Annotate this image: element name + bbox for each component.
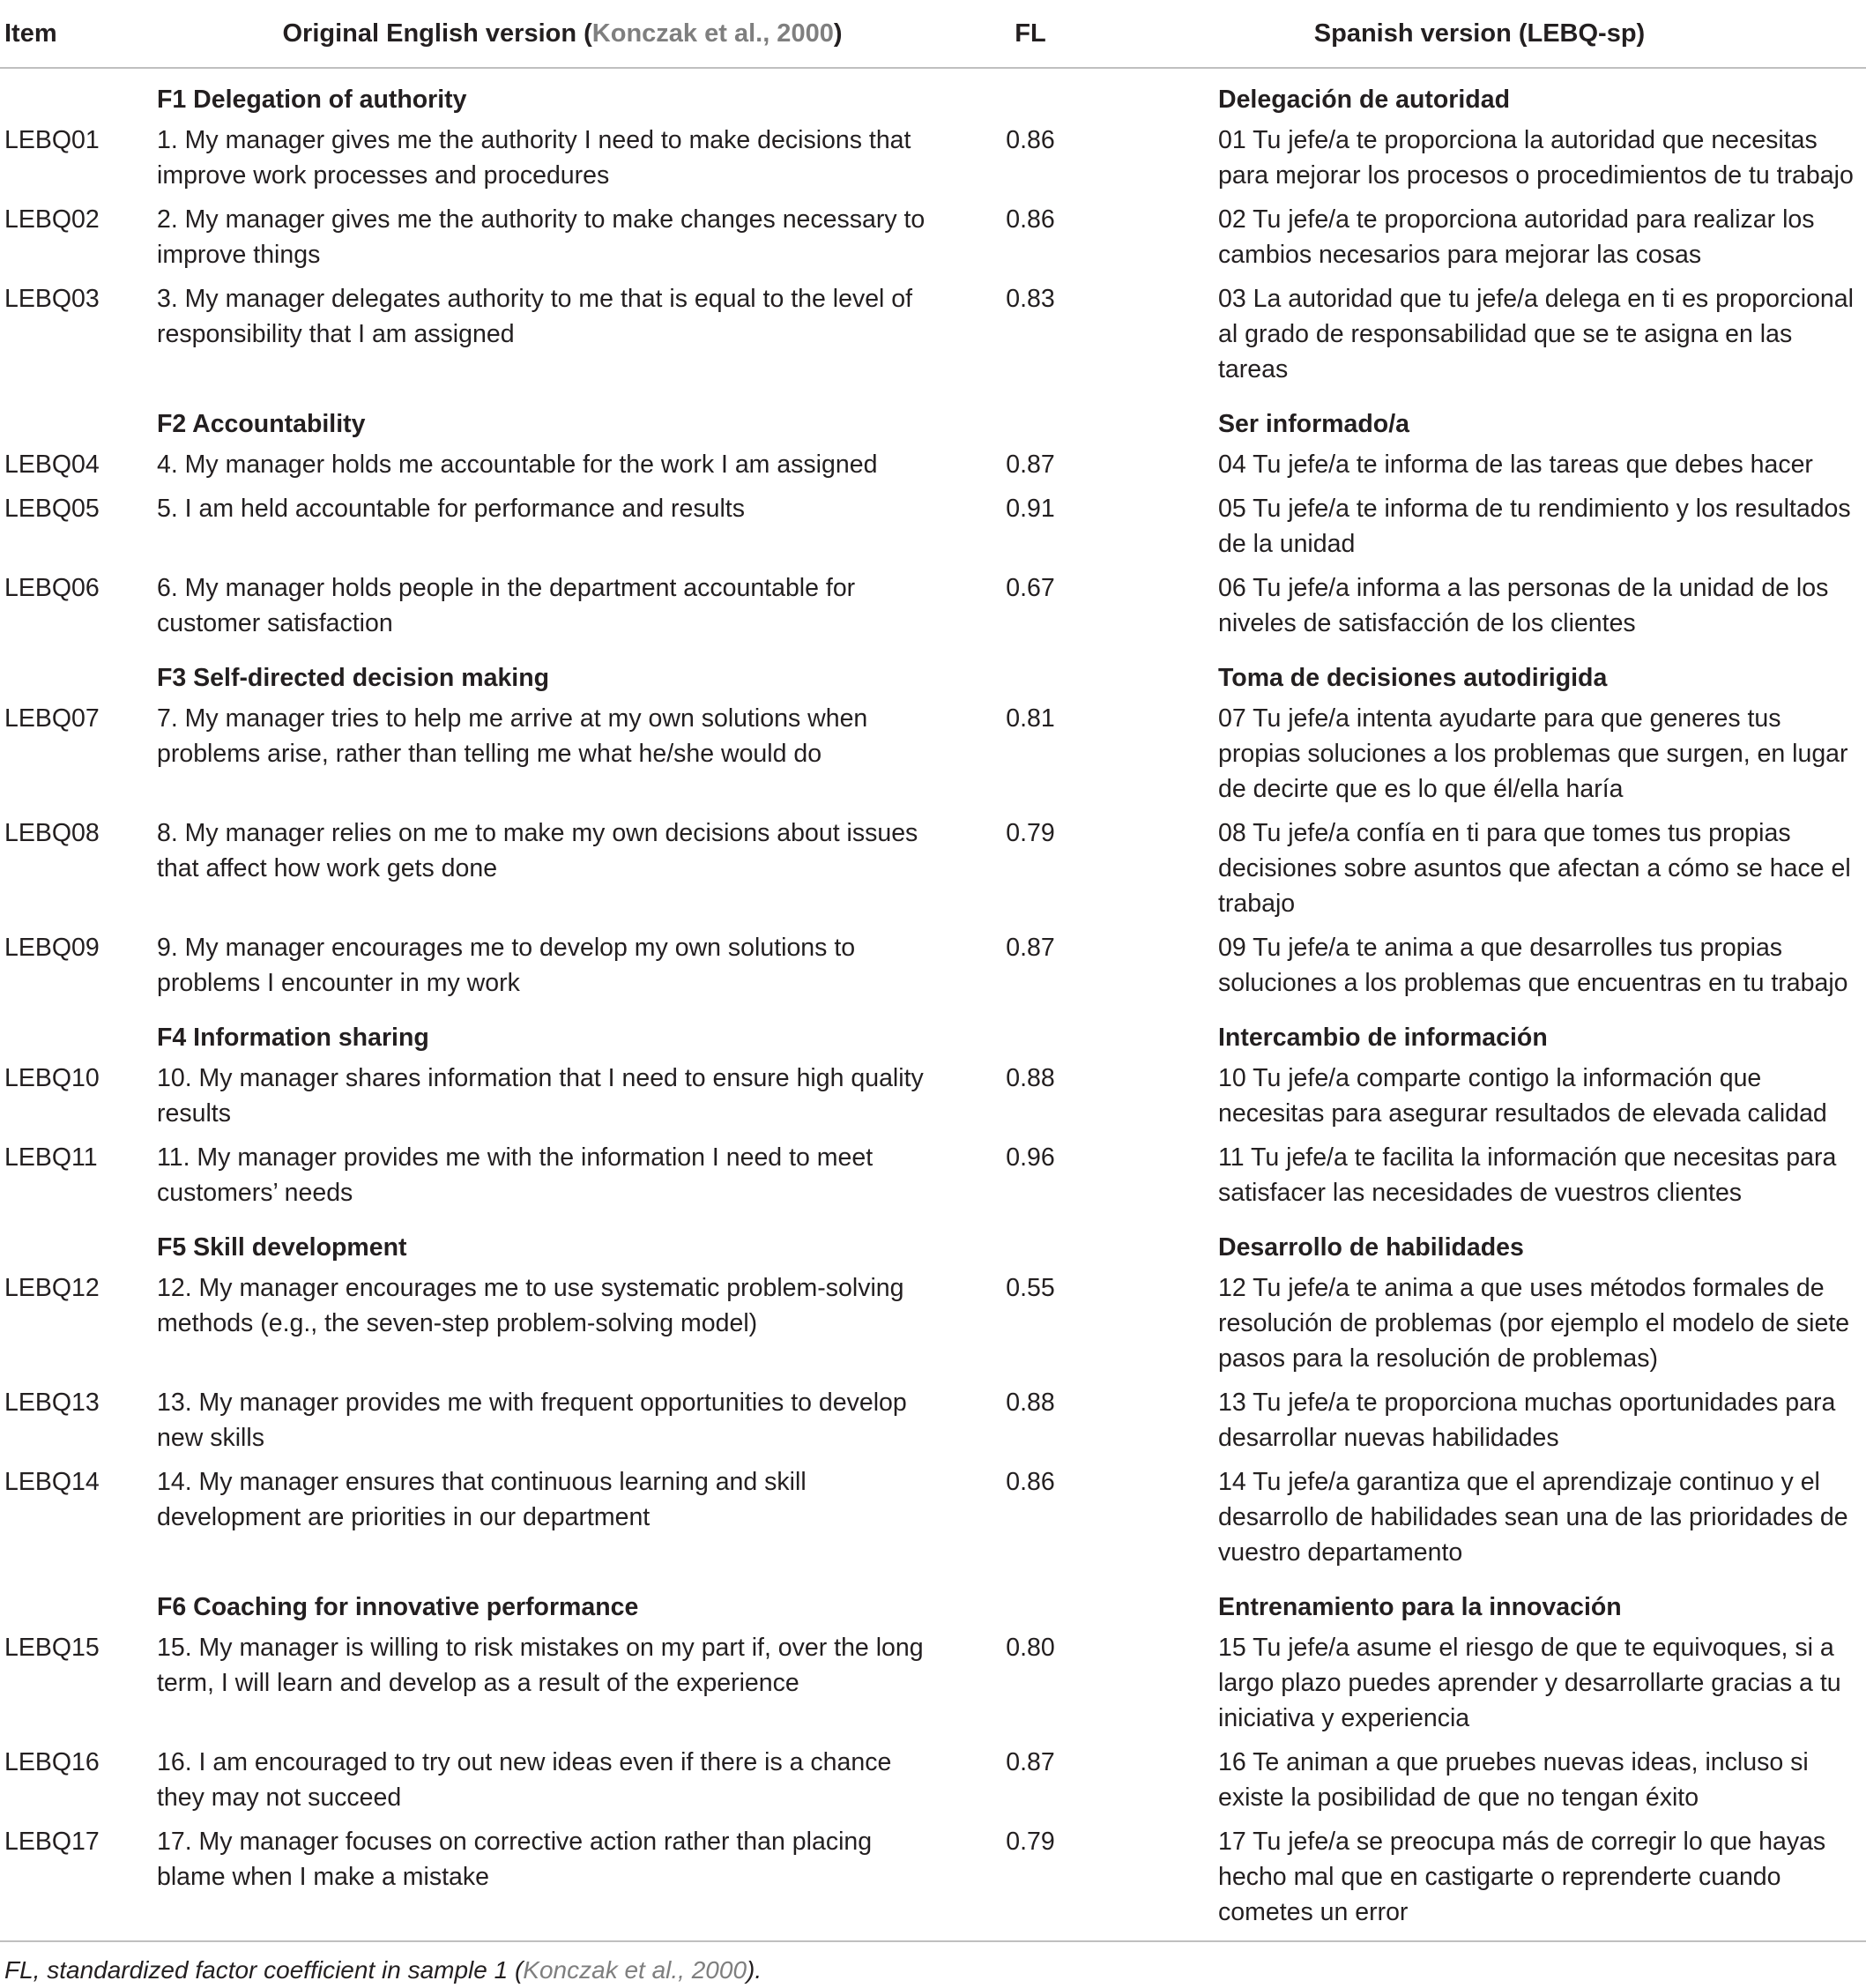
item-english-text: 12. My manager encourages me to use systematic problem-solving methods (e.g., the seven-step problem-solving model) — [157, 1274, 904, 1337]
table-row — [0, 199, 1866, 279]
item-spanish-text: 12 Tu jefe/a te anima a que uses métodos formales de resolución de problemas (por ejemplo el modelo de siete pasos para la resolución de problemas) — [1218, 1274, 1850, 1373]
item-spanish-text: 09 Tu jefe/a te anima a que desarrolles tus propias soluciones a los problemas que encuentras en tu trabajo — [1218, 934, 1848, 997]
item-spanish-text: 05 Tu jefe/a te informa de tu rendimiento y los resultados de la unidad — [1218, 495, 1851, 558]
group-item-cell — [0, 1576, 157, 1627]
item-id: LEBQ08 — [4, 819, 100, 847]
item-english-text: 16. I am encouraged to try out new ideas even if there is a chance they may not succeed — [157, 1748, 892, 1812]
item-id: LEBQ04 — [4, 450, 100, 479]
table-row — [0, 1268, 1866, 1382]
table-row — [0, 279, 1866, 393]
item-english-text: 10. My manager shares information that I need to ensure high quality results — [157, 1064, 924, 1128]
item-english-text: 2. My manager gives me the authority to make changes necessary to improve things — [157, 205, 926, 269]
item-factor-loading: 0.91 — [1006, 495, 1055, 523]
factor-group-row — [0, 647, 1866, 698]
factor-title-en: F3 Self-directed decision making — [157, 664, 550, 692]
item-factor-loading: 0.86 — [1006, 126, 1055, 154]
table-row — [0, 1627, 1866, 1742]
table-row — [0, 1821, 1866, 1940]
group-fl-cell — [968, 647, 1093, 698]
item-spanish-text: 08 Tu jefe/a confía en ti para que tomes tus propias decisiones sobre asuntos que afectan a cómo se hace el trabajo — [1218, 819, 1851, 918]
item-spanish-text: 11 Tu jefe/a te facilita la información que necesitas para satisfacer las necesidades de vuestros clientes — [1218, 1143, 1837, 1207]
item-id: LEBQ17 — [4, 1828, 100, 1856]
item-id: LEBQ15 — [4, 1634, 100, 1662]
item-english-text: 11. My manager provides me with the information I need to meet customers’ needs — [157, 1143, 874, 1207]
item-id: LEBQ13 — [4, 1389, 100, 1417]
item-factor-loading: 0.67 — [1006, 574, 1055, 602]
table-row — [0, 698, 1866, 813]
table-row — [0, 1058, 1866, 1137]
factor-title-es: Delegación de autoridad — [1218, 86, 1510, 114]
item-spanish-text: 16 Te animan a que pruebes nuevas ideas, incluso si existe la posibilidad de que no tengan éxito — [1218, 1748, 1809, 1812]
header-english — [157, 0, 968, 68]
group-fl-cell — [968, 1007, 1093, 1058]
factor-title-en: F1 Delegation of authority — [157, 86, 467, 114]
item-english-text: 17. My manager focuses on corrective action rather than placing blame when I make a mistake — [157, 1828, 873, 1891]
item-factor-loading: 0.79 — [1006, 1828, 1055, 1856]
group-fl-cell — [968, 1576, 1093, 1627]
header-row — [0, 0, 1866, 68]
table-row — [0, 1742, 1866, 1821]
group-item-cell — [0, 393, 157, 444]
item-english-text: 13. My manager provides me with frequent opportunities to develop new skills — [157, 1389, 907, 1452]
group-fl-cell — [968, 68, 1093, 120]
item-spanish-text: 15 Tu jefe/a asume el riesgo de que te equivoques, si a largo plazo puedes aprender y desarrollarte gracias a tu iniciativa y experiencia — [1218, 1634, 1841, 1732]
factor-title-en: F2 Accountability — [157, 410, 366, 438]
item-english-text: 3. My manager delegates authority to me that is equal to the level of responsibility that I am assigned — [157, 285, 913, 348]
item-spanish-text: 03 La autoridad que tu jefe/a delega en ti es proporcional al grado de responsabilidad que se te asigna en las tareas — [1218, 285, 1854, 383]
table-header — [0, 0, 1866, 68]
item-factor-loading: 0.87 — [1006, 934, 1055, 962]
item-id: LEBQ05 — [4, 495, 100, 523]
item-factor-loading: 0.79 — [1006, 819, 1055, 847]
item-spanish-text: 17 Tu jefe/a se preocupa más de corregir lo que hayas hecho mal que en castigarte o reprenderte cuando cometes un error — [1218, 1828, 1826, 1926]
item-spanish-text: 01 Tu jefe/a te proporciona la autoridad que necesitas para mejorar los procesos o procedimientos de tu trabajo — [1218, 126, 1854, 190]
item-factor-loading: 0.88 — [1006, 1064, 1055, 1092]
table-row — [0, 1462, 1866, 1576]
item-id: LEBQ01 — [4, 126, 100, 154]
table-row — [0, 813, 1866, 927]
factor-group-row — [0, 68, 1866, 120]
table-row — [0, 444, 1866, 488]
footnote-suffix: ). — [747, 1956, 762, 1984]
footnote-text: FL, standardized factor coefficient in sample 1 ( — [4, 1956, 524, 1984]
header-english-suffix: ) — [833, 19, 843, 48]
factor-title-en: F4 Information sharing — [157, 1024, 429, 1052]
group-item-cell — [0, 68, 157, 120]
item-spanish-text: 13 Tu jefe/a te proporciona muchas oportunidades para desarrollar nuevas habilidades — [1218, 1389, 1836, 1452]
item-english-text: 9. My manager encourages me to develop my own solutions to problems I encounter in my work — [157, 934, 856, 997]
item-english-text: 7. My manager tries to help me arrive at my own solutions when problems arise, rather than telling me what he/she would do — [157, 704, 868, 768]
factor-group-row — [0, 1217, 1866, 1268]
item-spanish-text: 02 Tu jefe/a te proporciona autoridad para realizar los cambios necesarios para mejorar las cosas — [1218, 205, 1815, 269]
factor-group-row — [0, 1007, 1866, 1058]
header-fl: FL — [968, 0, 1093, 68]
item-id: LEBQ06 — [4, 574, 100, 602]
factor-group-row — [0, 393, 1866, 444]
header-english-citation-link[interactable]: Konczak et al., 2000 — [591, 19, 834, 48]
footnote-citation-link[interactable]: Konczak et al., 2000 — [523, 1956, 747, 1984]
item-id: LEBQ10 — [4, 1064, 100, 1092]
item-english-text: 15. My manager is willing to risk mistakes on my part if, over the long term, I will learn and develop as a result of the experience — [157, 1634, 924, 1697]
table-row — [0, 568, 1866, 647]
item-english-text: 6. My manager holds people in the department accountable for customer satisfaction — [157, 574, 856, 637]
table-row — [0, 488, 1866, 568]
item-id: LEBQ09 — [4, 934, 100, 962]
item-spanish-text: 07 Tu jefe/a intenta ayudarte para que generes tus propias soluciones a los problemas que surgen, en lugar de decirte que es lo que él/ella haría — [1218, 704, 1848, 803]
item-id: LEBQ03 — [4, 285, 100, 313]
factor-title-es: Desarrollo de habilidades — [1218, 1233, 1524, 1262]
item-spanish-text: 04 Tu jefe/a te informa de las tareas que debes hacer — [1218, 450, 1813, 479]
header-item: Item — [0, 0, 157, 68]
group-item-cell — [0, 647, 157, 698]
item-factor-loading: 0.80 — [1006, 1634, 1055, 1662]
item-factor-loading: 0.83 — [1006, 285, 1055, 313]
item-english-text: 14. My manager ensures that continuous learning and skill development are priorities in our department — [157, 1468, 807, 1531]
item-id: LEBQ07 — [4, 704, 100, 733]
item-english-text: 5. I am held accountable for performance and results — [157, 495, 745, 523]
header-english-prefix: Original English version ( — [282, 19, 592, 48]
factor-title-en: F6 Coaching for innovative performance — [157, 1593, 639, 1621]
item-factor-loading: 0.55 — [1006, 1274, 1055, 1302]
item-factor-loading: 0.96 — [1006, 1143, 1055, 1172]
header-spanish: Spanish version (LEBQ-sp) — [1093, 0, 1866, 68]
factor-title-en: F5 Skill development — [157, 1233, 407, 1262]
item-factor-loading: 0.87 — [1006, 1748, 1055, 1776]
item-english-text: 1. My manager gives me the authority I need to make decisions that improve work processes and procedures — [157, 126, 911, 190]
item-id: LEBQ11 — [4, 1143, 98, 1172]
factor-title-es: Intercambio de información — [1218, 1024, 1548, 1052]
group-item-cell — [0, 1217, 157, 1268]
item-id: LEBQ12 — [4, 1274, 100, 1302]
item-factor-loading: 0.88 — [1006, 1389, 1055, 1417]
group-item-cell — [0, 1007, 157, 1058]
item-factor-loading: 0.87 — [1006, 450, 1055, 479]
item-id: LEBQ02 — [4, 205, 100, 234]
factor-group-row — [0, 1576, 1866, 1627]
table-row — [0, 1137, 1866, 1217]
item-id: LEBQ16 — [4, 1748, 100, 1776]
item-english-text: 4. My manager holds me accountable for the work I am assigned — [157, 450, 878, 479]
table-row — [0, 120, 1866, 199]
table-row — [0, 927, 1866, 1007]
item-id: LEBQ14 — [4, 1468, 100, 1496]
item-spanish-text: 14 Tu jefe/a garantiza que el aprendizaje continuo y el desarrollo de habilidades sean una de las prioridades de vuestro departamento — [1218, 1468, 1848, 1567]
item-spanish-text: 10 Tu jefe/a comparte contigo la información que necesitas para asegurar resultados de elevada calidad — [1218, 1064, 1827, 1128]
item-factor-loading: 0.86 — [1006, 1468, 1055, 1496]
factor-title-es: Toma de decisiones autodirigida — [1218, 664, 1608, 692]
item-factor-loading: 0.81 — [1006, 704, 1055, 733]
table-row — [0, 1382, 1866, 1462]
factor-title-es: Ser informado/a — [1218, 410, 1409, 438]
table-footnote — [0, 1940, 1866, 1988]
factor-title-es: Entrenamiento para la innovación — [1218, 1593, 1622, 1621]
group-fl-cell — [968, 393, 1093, 444]
group-fl-cell — [968, 1217, 1093, 1268]
item-spanish-text: 06 Tu jefe/a informa a las personas de la unidad de los niveles de satisfacción de los clientes — [1218, 574, 1829, 637]
item-factor-loading: 0.86 — [1006, 205, 1055, 234]
item-english-text: 8. My manager relies on me to make my own decisions about issues that affect how work gets done — [157, 819, 918, 882]
table-body — [0, 68, 1866, 1940]
